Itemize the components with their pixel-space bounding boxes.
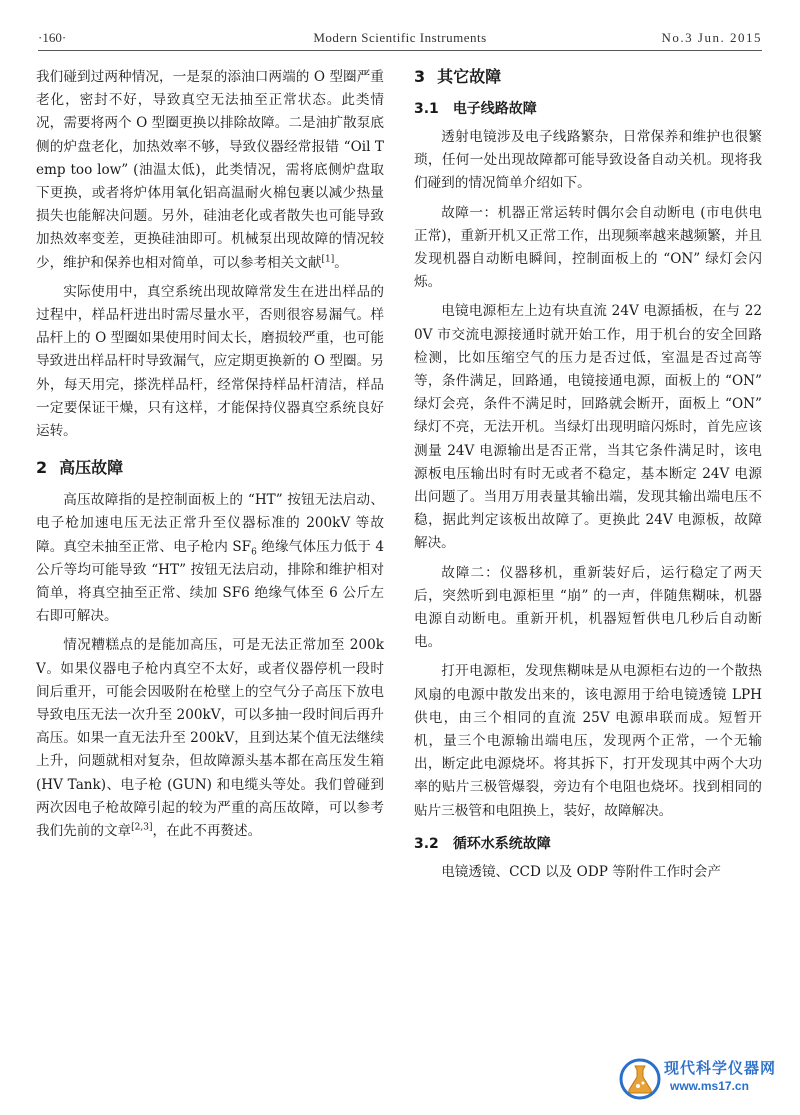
- watermark-name: 现代科学仪器网: [664, 1059, 777, 1077]
- subsection-heading-3-2: 3.2 循环水系统故障: [414, 835, 551, 852]
- header-rule: [38, 50, 762, 51]
- section-heading-2: 2 高压故障: [36, 458, 124, 478]
- journal-name: Modern Scientific Instruments: [313, 30, 487, 45]
- citation[interactable]: [1]: [321, 254, 335, 265]
- left-column: [36, 66, 384, 849]
- paragraph: 打开电源柜，发现焦糊味是从电源柜右边的一个散热风扇的电源中散发出来的，该电源用于给电镜透镜 LPH 供电，由三个相同的直流 25V 电源串联而成。短暂开机，量三个电源输出端电压，发现两个正常，一个无输出，断定此电源烧坏。将其拆下，打开发现其中两个大功率的贴片三极管爆裂，旁边有个电阻也烧坏。找到相同的贴片三极管和电阻换上，装好，故障解决。: [414, 663, 762, 819]
- citation[interactable]: [2,3]: [131, 822, 153, 833]
- subsection-heading-3-1: 3.1 电子线路故障: [414, 101, 537, 117]
- paragraph: 实际使用中，真空系统出现故障常发生在进出样品的过程中，样品杆进出时需尽量水平，否则很容易漏气。样品杆上的 O 型圈如果使用时间太长，磨损较严重，也可能导致进出样品杆时导致漏气，应定期更换新的 O 型圈。另外，每天用完，搽洗样品杆，经常保持样品杆清洁，样品一定要保证干燥，只有这样，才能保持仪器真空系统良好运转。: [36, 283, 384, 440]
- page-number: ·160·: [38, 30, 67, 45]
- paragraph: 故障二：仪器移机，重新装好后，运行稳定了两天后，突然听到电源柜里 “崩” 的一声，伴随焦糊味，机器电源自动断电。重新开机，机器短暂供电几秒后自动断电。: [414, 564, 762, 651]
- paragraph: 我们碰到过两种情况，一是泵的添油口两端的 O 型圈严重老化，密封不好，导致真空无法抽至正常状态。此类情况，需要将两个 O 型圈更换以排除故障。二是油扩散泵底侧的炉盘老化，加热效率不够，导致仪器经常报错 “Oil Temp too low” (油温太低)，此类情况，需将底侧炉盘取下更换，或者将炉体用氧化铝高温耐火棉包裹以减少热量损失也能解决问题。另外，硅油老化或者散失也可能导致加热效率变差，更换硅油即可。机械泵出现故障的情况较少，维护和保养也相对简单，可以参考相关文献[1]。: [36, 69, 384, 271]
- right-column: [414, 66, 762, 890]
- paragraph: 高压故障指的是控制面板上的 “HT” 按钮无法启动、电子枪加速电压无法正常升至仪器标准的 200kV 等故障。真空未抽至正常、电子枪内 $SF_6$ 绝缘气体压力低于 4 公斤等均可能导致 “HT” 按钮无法启动，排除和维护相对简单，将真空抽至正常、续加 SF6 绝缘气体至 6 公斤左右即可解决。: [36, 492, 384, 625]
- paragraph: 故障一：机器正常运转时偶尔会自动断电 (市电供电正常)，重新开机又正常工作，出现频率越来越频繁，并且发现机器自动断电瞬间，控制面板上的 “ON” 绿灯会闪烁。: [414, 204, 762, 291]
- paragraph: 情况糟糕点的是能加高压，可是无法正常加至 200kV。如果仪器电子枪内真空不太好，或者仪器停机一段时间后重开，可能会因吸附在枪壁上的空气分子高压下放电导致电压无法一次升至 200kV，可以多抽一段时间后再升高压。如果一直无法升至 200kV，且到达某个值无法继续上升，问题就相对复杂，但故障源头基本都在高压发生箱 (HV Tank)、电子枪 (GUN) 和电缆头等处。我们曾碰到两次因电子枪故障引起的较为严重的高压故障，可以参考我们先前的文章[2,3]，在此不再赘述。: [36, 637, 384, 840]
- paragraph: 电镜电源柜左上边有块直流 24V 电源插板，在与 220V 市交流电源接通时就开始工作，用于机台的安全回路检测，比如压缩空气的压力是否过低，室温是否过高等等，条件满足，回路通，电镜接通电源，面板上的 “ON” 绿灯会亮，条件不满足时，回路就会断开，面板上 “ON” 绿灯不亮，无法开机。当绿灯出现明暗闪烁时，首先应该测量 24V 电源输出是否正常，当其它条件满足时，该电源板电压输出时有时无或者不稳定，基本断定 24V 电源出问题了。当用万用表量其输出端，发现其输出端电压不稳，据此判定该板出故障了。更换此 24V 电源板，故障解决。: [414, 303, 762, 552]
- running-header: [38, 30, 762, 48]
- paragraph: 电镜透镜、CCD 以及 ODP 等附件工作时会产: [441, 863, 721, 880]
- section-heading-3: 3 其它故障: [414, 67, 502, 86]
- flask-logo-icon: [618, 1057, 662, 1101]
- paragraph: 透射电镜涉及电子线路繁杂，日常保养和维护也很繁琐，任何一处出现故障都可能导致设备自动关机。现将我们碰到的情况简单介绍如下。: [414, 129, 762, 192]
- site-watermark: [618, 1051, 788, 1107]
- watermark-url[interactable]: www.ms17.cn: [670, 1079, 749, 1093]
- issue-info: No.3 Jun. 2015: [661, 30, 762, 45]
